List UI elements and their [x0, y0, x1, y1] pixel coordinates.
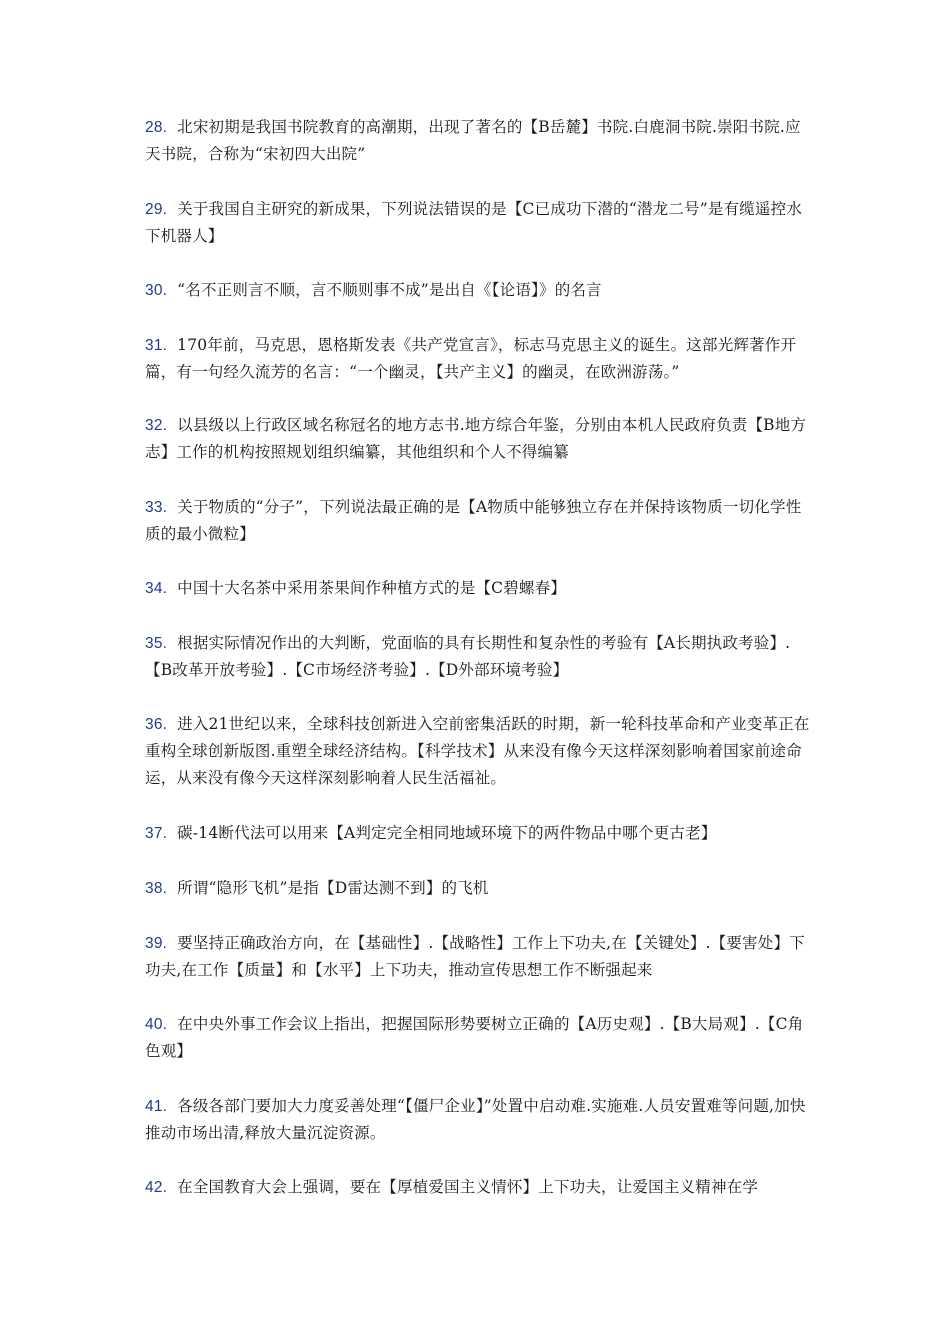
question-number: 39.	[145, 935, 168, 952]
question-text: 在全国教育大会上强调，要在【厚植爱国主义情怀】上下功夫，让爱国主义精神在学	[177, 1178, 759, 1196]
question-41	[145, 1093, 810, 1147]
question-28	[145, 114, 810, 168]
question-text: 以县级以上行政区域名称冠名的地方志书.地方综合年鉴，分别由本机人民政府负责【B地方志】工作的机构按照规划组织编纂，其他组织和个人不得编纂	[145, 416, 807, 461]
question-text: 碳-14断代法可以用来【A判定完全相同地域环境下的两件物品中哪个更古老】	[177, 824, 717, 842]
question-32	[145, 412, 810, 466]
question-number: 33.	[145, 499, 168, 516]
question-number: 36.	[145, 716, 168, 733]
question-37	[145, 820, 810, 847]
question-text: “名不正则言不顺，言不顺则事不成”是出自《【论语】》的名言	[177, 281, 602, 299]
question-number: 31.	[145, 337, 168, 354]
question-31	[145, 332, 810, 386]
question-38	[145, 875, 810, 902]
question-text: 进入21世纪以来，全球科技创新进入空前密集活跃的时期，新一轮科技革命和产业变革正在重构全球创新版图.重塑全球经济结构。【科学技术】从来没有像今天这样深刻影响着国家前途命运，从来没有像今天这样深刻影响着人民生活福祉。	[145, 715, 810, 787]
question-number: 38.	[145, 880, 168, 897]
question-text: 所谓“隐形飞机”是指【D雷达测不到】的飞机	[177, 879, 489, 897]
question-text: 中国十大名茶中采用茶果间作种植方式的是【C碧螺春】	[177, 579, 567, 597]
question-34	[145, 575, 810, 602]
question-40	[145, 1011, 810, 1065]
question-number: 28.	[145, 119, 168, 136]
question-33	[145, 494, 810, 548]
question-number: 42.	[145, 1179, 168, 1196]
question-36	[145, 711, 810, 792]
question-35	[145, 630, 810, 684]
question-number: 35.	[145, 635, 168, 652]
question-number: 41.	[145, 1098, 168, 1115]
question-number: 29.	[145, 201, 168, 218]
question-text: 关于我国自主研究的新成果，下列说法错误的是【C已成功下潜的“潜龙二号”是有缆遥控水下机器人】	[145, 200, 803, 245]
question-text: 关于物质的“分子”，下列说法最正确的是【A物质中能够独立存在并保持该物质一切化学性质的最小微粒】	[145, 498, 802, 543]
question-30	[145, 277, 810, 304]
question-text: 根据实际情况作出的大判断，党面临的具有长期性和复杂性的考验有【A长期执政考验】.【B改革开放考验】.【C市场经济考验】.【D外部环境考验】	[145, 634, 791, 679]
question-text: 在中央外事工作会议上指出，把握国际形势要树立正确的【A历史观】.【B大局观】.【C角色观】	[145, 1015, 804, 1060]
question-number: 32.	[145, 417, 168, 434]
question-number: 30.	[145, 282, 168, 299]
question-number: 37.	[145, 825, 168, 842]
question-29	[145, 196, 810, 250]
question-text: 各级各部门要加大力度妥善处理“【僵尸企业】”处置中启动难.实施难.人员安置难等问题,加快推动市场出清,释放大量沉淀资源。	[145, 1097, 806, 1142]
question-text: 170年前，马克思，恩格斯发表《共产党宣言》，标志马克思主义的诞生。这部光辉著作开篇，有一句经久流芳的名言：“一个幽灵，【共产主义】的幽灵，在欧洲游荡。”	[145, 336, 797, 381]
question-text: 北宋初期是我国书院教育的高潮期，出现了著名的【B岳麓】书院.白鹿洞书院.崇阳书院.应天书院，合称为“宋初四大出院”	[145, 118, 801, 163]
question-number: 34.	[145, 580, 168, 597]
question-number: 40.	[145, 1016, 168, 1033]
question-39	[145, 930, 810, 984]
question-42	[145, 1174, 810, 1201]
question-text: 要坚持正确政治方向，在【基础性】.【战略性】工作上下功夫,在【关键处】.【要害处】下功夫,在工作【质量】和【水平】上下功夫，推动宣传思想工作不断强起来	[145, 934, 805, 979]
